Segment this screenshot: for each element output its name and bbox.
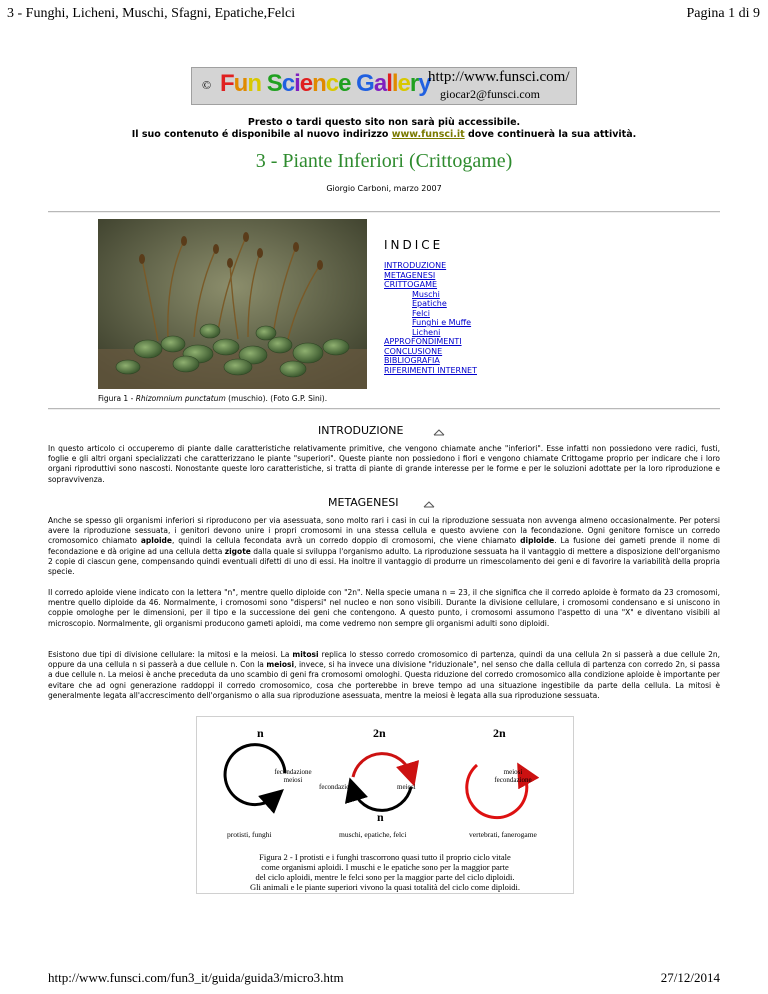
- section-heading-metagenesi: METAGENESI: [328, 496, 399, 509]
- toc-link-metagenesi[interactable]: METAGENESI: [384, 270, 436, 280]
- life-cycle-figure: [196, 716, 574, 894]
- divider: [48, 211, 720, 213]
- toc-link-licheni[interactable]: Licheni: [412, 327, 441, 337]
- table-of-contents: [384, 261, 477, 375]
- up-arrow-icon[interactable]: [423, 500, 435, 508]
- metagenesi-paragraph-2: Il corredo aploide viene indicato con la lettera "n", mentre quello diploide con "2n". Nella specie umana n = 23, il che significa che il corredo aploide è formato da 23 cromosomi, mentre quello diploide da 46. Normalmente, i cromosomi sono "dispersi" nel nucleo e non sono visibili. Durante la divisione cellulare, i cromosomi condensano e si uniscono in coppie omologhe per le dimensioni, per il tipo e la successione dei geni che contengono. A questo punto, i cromosomi assumono l'aspetto di una "X" e diventano visibili al microscopio. Normalmente, gli organismi producono gameti aploidi, ma come vedremo non sempre gli organismi adulti sono diploidi.: [48, 588, 720, 628]
- notice-line-1: Presto o tardi questo sito non sarà più accessibile.: [247, 117, 521, 128]
- page-title: 3 - Piante Inferiori (Crittogame): [255, 150, 513, 172]
- metagenesi-paragraph-1: Anche se spesso gli organismi inferiori si riproducono per via asessuata, sono molto rari i casi in cui la riproduzione sessuata non avvenga almeno occasionalmente. Per potersi avere la riproduzione sessuata, i genitori devono unire i propri cromosomi in una stessa cellula e questo avviene con la fecondazione. Ogni genitore fornisce un corredo cromosomico chiamato aploide, quindi la cellula fecondata avrà un corredo doppio di cromosomi, che viene chiamato diploide. La fusione dei gameti prende il nome di fecondazione e dà origine ad una cellula detta zigote dalla quale si sviluppa l'organismo adulto. La riproduzione sessuata ha il vantaggio di mettere a disposizione dell'organismo 2 copie di ciascun gene, compensando quindi eventuali difetti di uno di essi. Ha inoltre il vantaggio di produrre un rimescolamento dei geni e di favorire la variabilità della propria specie.: [48, 516, 721, 577]
- figure-1-caption: [98, 394, 327, 403]
- cycle-1-inside-label-2: meiosi: [283, 776, 303, 784]
- divider: [48, 408, 720, 410]
- caption-suffix: (muschio). (Foto G.P. Sini).: [225, 394, 328, 403]
- header-page-number: Pagina 1 di 9: [686, 6, 760, 21]
- cycle-2-bottom-label: n: [377, 810, 384, 824]
- cycle-2-right-label: meiosi: [397, 783, 416, 791]
- caption-species: Rhizomnium punctatum: [135, 394, 226, 403]
- figure-2-caption-line: Figura 2 - I protisti e i funghi trascorrono quasi tutto il proprio ciclo vitale: [259, 852, 511, 862]
- cycle-3-inside-label-1: meiosi: [503, 768, 523, 776]
- intro-paragraph: In questo articolo ci occuperemo di piante dalle caratteristiche relativamente primitive, che vengono chiamate anche "inferiori". Esse infatti non possiedono vere radici, fusti, foglie e gli altri organi specializzati che caratterizzano le piante "superiori". Queste piante non possiedono i fiori e vengono chiamate Crittogame proprio per indicare che i loro organi riproduttivi sono nascosti. Nonostante queste loro caratteristiche, si tratta di piante di grande interesse per le forme e per le soluzioni adottate per la loro riproduzione e sopravvivenza.: [48, 444, 720, 484]
- toc-link-riferimenti-internet[interactable]: RIFERIMENTI INTERNET: [384, 365, 477, 375]
- up-arrow-icon[interactable]: [433, 428, 445, 436]
- cycle-2-left-label: fecondazione: [319, 783, 357, 791]
- footer-url: http://www.funsci.com/fun3_it/guida/guida3/micro3.htm: [48, 970, 344, 985]
- toc-link-epatiche[interactable]: Epatiche: [412, 299, 447, 308]
- metagenesi-paragraph-3: Esistono due tipi di divisione cellulare: la mitosi e la meiosi. La mitosi replica lo stesso corredo cromosomico di partenza, quindi da una cellula 2n si passerà a due cellule 2n, oppure da una cellula n si passerà a due cellule n. Con la meiosi, invece, si ha invece una divisione "riduzionale", nel senso che dalla cellula di partenza con corredo 2n, si passa a due cellule n. La meiosi è anche preceduta da uno scambio di geni fra cromosomi omologhi. Questa riduzione del corredo cromosomico alla condizione aploide è importante per evitare che ad ogni generazione raddoppi il corredo cromosomico, cosa che porterebbe in breve tempo ad una situazione ingestibile da parte della cellula. La mitosi è generalmente legata all'accrescimento dell'organismo o alla sua riproduzione asessuata, mentre la meiosi è legata alla sua riproduzione sessuata.: [48, 650, 720, 700]
- site-logo: Fun Science Gallery: [220, 70, 431, 97]
- figure-2-caption-line: come organismi aploidi. I muschi e le epatiche sono per la maggior parte: [261, 862, 509, 872]
- toc-link-bibliografia[interactable]: BIBLIOGRAFIA: [384, 356, 440, 365]
- cycle-3-top-label: 2n: [493, 726, 506, 740]
- banner-url: http://www.funsci.com/: [428, 69, 570, 85]
- notice-text-before: Il suo contenuto é disponibile al nuovo indirizzo: [131, 129, 392, 140]
- cycle-3-organisms: vertebrati, fanerogame: [469, 830, 537, 839]
- figure-2-caption-line: Gli animali e le piante superiori vivono la quasi totalità del ciclo come diploidi.: [249, 882, 521, 892]
- site-banner[interactable]: [191, 67, 577, 105]
- cycle-1-organisms: protisti, funghi: [227, 830, 272, 839]
- new-site-link[interactable]: www.funsci.it: [391, 129, 465, 140]
- cycle-2-organisms: muschi, epatiche, felci: [339, 830, 407, 839]
- section-heading-introduzione: INTRODUZIONE: [318, 424, 404, 437]
- toc-link-felci[interactable]: Felci: [412, 308, 430, 318]
- footer-date: 27/12/2014: [660, 970, 720, 985]
- copyright-symbol: ©: [202, 78, 212, 92]
- toc-link-muschi[interactable]: Muschi: [412, 289, 440, 299]
- cycle-3-inside-label-2: fecondazione: [494, 776, 532, 784]
- notice-line-2: [0, 129, 768, 140]
- index-title: INDICE: [384, 238, 444, 252]
- moss-photo: [98, 219, 367, 389]
- toc-link-crittogame[interactable]: CRITTOGAME: [384, 280, 438, 289]
- caption-prefix: Figura 1 -: [98, 394, 136, 403]
- toc-link-conclusione[interactable]: CONCLUSIONE: [384, 346, 443, 356]
- figure-2-caption-line: del ciclo aploidi, mentre le felci sono per la maggior parte del ciclo diploidi.: [255, 872, 515, 882]
- header-title: 3 - Funghi, Licheni, Muschi, Sfagni, Epatiche,Felci: [7, 6, 296, 21]
- cycle-2-top-label: 2n: [373, 726, 386, 740]
- banner-email: giocar2@funsci.com: [440, 87, 541, 101]
- cycle-2-arc-upper: [353, 754, 411, 777]
- cycle-1-top-label: n: [257, 726, 264, 740]
- notice-text-after: dove continuerà la sua attività.: [464, 129, 637, 140]
- cycle-1-inside-label-1: fecondazione: [274, 768, 312, 776]
- toc-link-introduzione[interactable]: INTRODUZIONE: [384, 261, 447, 270]
- author-line: Giorgio Carboni, marzo 2007: [326, 184, 442, 193]
- toc-link-approfondimenti[interactable]: APPROFONDIMENTI: [384, 337, 462, 346]
- figure-2-caption: [197, 852, 573, 892]
- toc-link-funghi-e-muffe[interactable]: Funghi e Muffe: [412, 318, 472, 327]
